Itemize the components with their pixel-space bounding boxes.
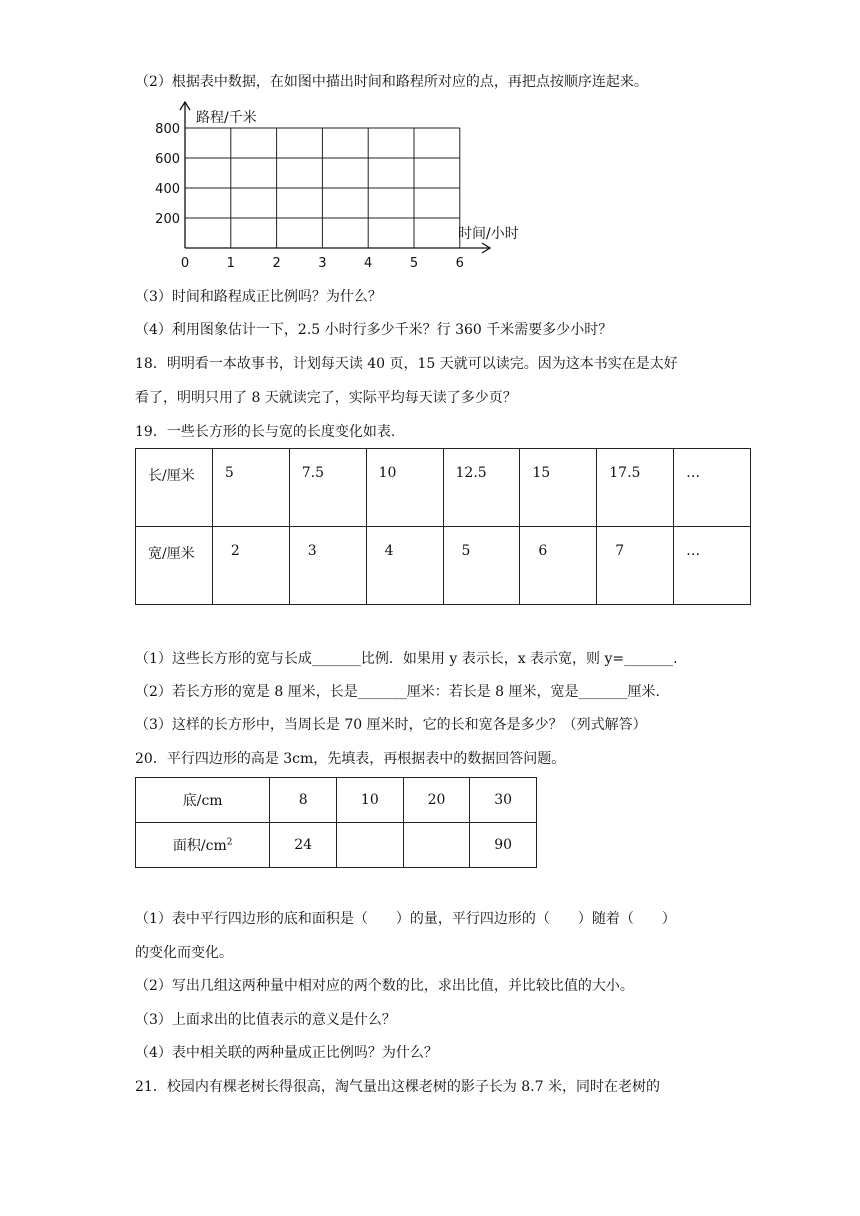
q19-part1: （1）这些长方形的宽与长成_______比例．如果用 y 表示长，x 表示宽，则 y=_______. xyxy=(135,651,678,667)
q20-part4: （4）表中相关联的两种量成正比例吗？为什么？ xyxy=(135,1045,438,1061)
q20-cell: 24 xyxy=(270,823,337,868)
q17-part2-text: （2）根据表中数据，在如图中描出时间和路程所对应的点，再把点按顺序连起来。 xyxy=(135,74,648,90)
q20-part3: （3）上面求出的比值表示的意义是什么？ xyxy=(135,1012,396,1028)
y-axis-label: 路程/千米 xyxy=(196,110,257,126)
q20-cell: 20 xyxy=(403,778,470,823)
q19-part3: （3）这样的长方形中，当周长是 70 厘米时，它的长和宽各是多少？（列式解答） xyxy=(135,717,647,733)
q20-row-base xyxy=(136,778,537,823)
q19-intro: 19．一些长方形的长与宽的长度变化如表. xyxy=(135,424,396,440)
q19-cell: 12.5 xyxy=(443,449,520,527)
q20-cell-blank xyxy=(403,823,470,868)
q19-cell: 17.5 xyxy=(597,449,674,527)
q19-cell: 10 xyxy=(366,449,443,527)
q19-header-length: 长/厘米 xyxy=(136,449,213,527)
q19-cell: 15 xyxy=(520,449,597,527)
grid-lines xyxy=(185,128,460,248)
q19-cell: 5 xyxy=(443,527,520,605)
q20-cell: 10 xyxy=(337,778,404,823)
q19-cell: 7 xyxy=(597,527,674,605)
q20-cell: 30 xyxy=(470,778,537,823)
q18-line2: 看了，明明只用了 8 天就读完了，实际平均每天读了多少页？ xyxy=(135,390,517,406)
y-tick-labels xyxy=(155,122,180,227)
y-tick-label: 400 xyxy=(155,182,180,197)
y-tick-label: 200 xyxy=(155,212,180,227)
q19-cell: 3 xyxy=(289,527,366,605)
q17-part3-text: （3）时间和路程成正比例吗？为什么？ xyxy=(135,289,382,305)
q19-row-width xyxy=(136,527,751,605)
x-tick-label: 3 xyxy=(318,256,327,271)
x-tick-label: 6 xyxy=(455,256,464,271)
q19-row-length xyxy=(136,449,751,527)
y-tick-label: 800 xyxy=(155,122,180,137)
q20-intro: 20．平行四边形的高是 3cm，先填表，再根据表中的数据回答问题。 xyxy=(135,751,566,767)
q21-line1: 21．校园内有棵老树长得很高，淘气量出这棵老树的影子长为 8.7 米，同时在老树的 xyxy=(135,1079,660,1095)
q20-cell: 90 xyxy=(470,823,537,868)
q20-header-area: 面积$/cm^2$ xyxy=(136,823,270,868)
q20-row-area xyxy=(136,823,537,868)
q20-part1-line2: 的变化而变化。 xyxy=(135,945,233,961)
x-tick-label: 5 xyxy=(409,256,419,271)
q20-cell: 8 xyxy=(270,778,337,823)
q19-header-width: 宽/厘米 xyxy=(136,527,213,605)
q19-cell: 5 xyxy=(212,449,289,527)
y-tick-label: 600 xyxy=(155,152,180,167)
q19-cell: 7.5 xyxy=(289,449,366,527)
q20-part1-line1: （1）表中平行四边形的底和面积是（ ）的量，平行四边形的（ ）随着（ ） xyxy=(135,911,676,927)
q19-cell: … xyxy=(674,449,751,527)
q19-part2: （2）若长方形的宽是 8 厘米，长是_______厘米：若长是 8 厘米，宽是_______厘米. xyxy=(135,684,660,700)
q19-cell: 4 xyxy=(366,527,443,605)
q19-table xyxy=(135,448,751,605)
x-axis-label: 时间/小时 xyxy=(458,226,519,242)
x-tick-label: 2 xyxy=(272,256,281,271)
x-tick-labels xyxy=(181,256,464,271)
q20-cell-blank xyxy=(337,823,404,868)
q19-cell: … xyxy=(674,527,751,605)
x-tick-label: 1 xyxy=(226,256,235,271)
x-tick-label: 0 xyxy=(180,256,190,271)
q20-table xyxy=(135,777,537,868)
q17-part4-text: （4）利用图象估计一下，2.5 小时行多少千米？行 360 千米需要多少小时？ xyxy=(135,322,613,338)
q19-cell: 6 xyxy=(520,527,597,605)
q20-part2: （2）写出几组这两种量中相对应的两个数的比，求出比值，并比较比值的大小。 xyxy=(135,978,634,994)
x-tick-label: 4 xyxy=(364,256,373,271)
q18-line1: 18．明明看一本故事书，计划每天读 40 页，15 天就可以读完。因为这本书实在是太好 xyxy=(135,356,678,372)
q20-header-base: 底/cm xyxy=(136,778,270,823)
distance-time-grid xyxy=(150,100,540,275)
grid-svg xyxy=(150,100,540,275)
q19-cell: 2 xyxy=(212,527,289,605)
